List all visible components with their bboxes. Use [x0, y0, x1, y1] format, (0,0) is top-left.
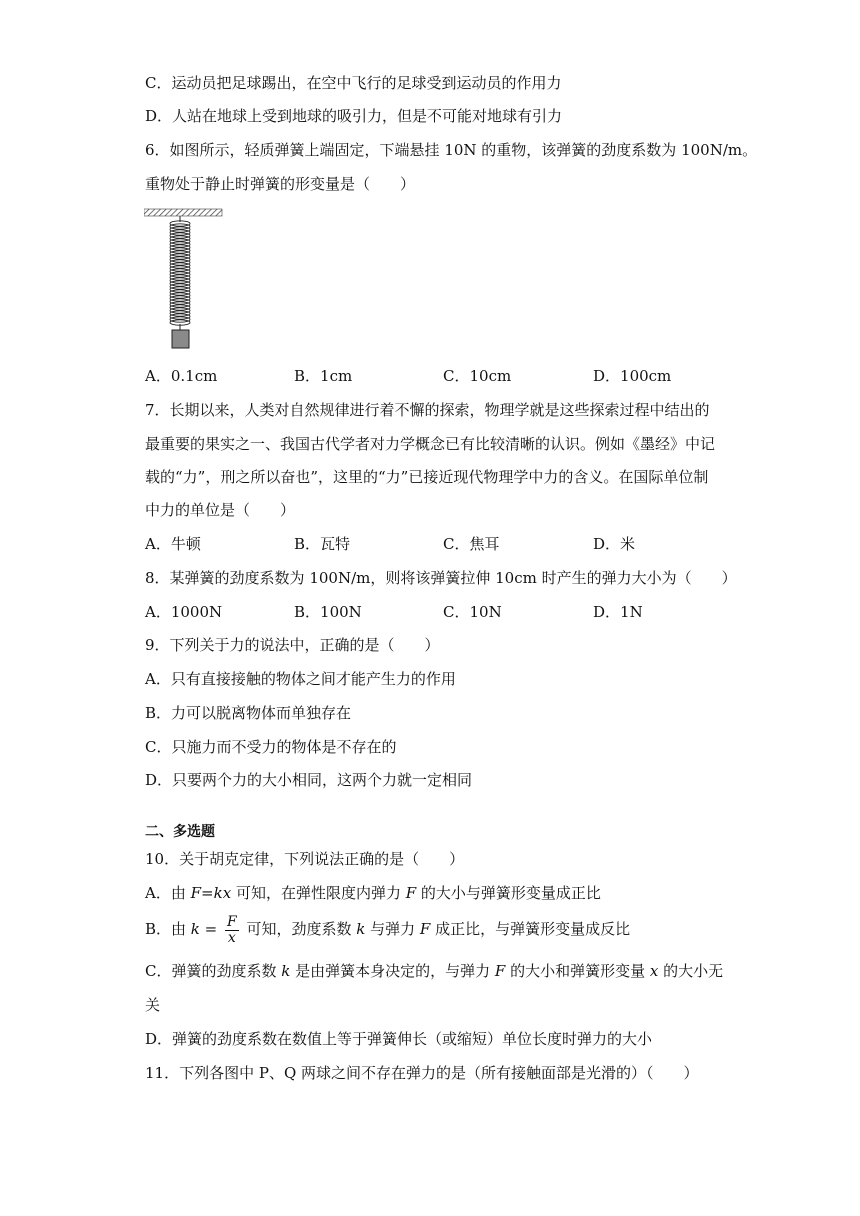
q10-option-c-continued: 关 — [145, 996, 161, 1014]
q8-stem: 8．某弹簧的劲度系数为 100N/m，则将该弹簧拉伸 10cm 时产生的弹力大小为（ ） — [145, 569, 737, 587]
q7-stem-line-2: 最重要的果实之一、我国古代学者对力学概念已有比较清晰的认识。例如《墨经》中记 — [145, 435, 716, 453]
q6-stem-line-2: 重物处于静止时弹簧的形变量是（ ） — [145, 175, 416, 193]
q8-option-c: C．10N — [443, 603, 502, 621]
q9-option-a: A．只有直接接触的物体之间才能产生力的作用 — [145, 670, 456, 688]
q9-option-b: B．力可以脱离物体而单独存在 — [145, 704, 352, 722]
q8-option-a: A．1000N — [145, 603, 223, 621]
q10-stem: 10．关于胡克定律，下列说法正确的是（ ） — [145, 850, 465, 868]
q9-stem: 9．下列关于力的说法中，正确的是（ ） — [145, 636, 440, 654]
q9-option-c: C．只施力而不受力的物体是不存在的 — [145, 738, 397, 756]
q7-stem-line-1: 7．长期以来，人类对自然规律进行着不懈的探索，物理学就是这些探索过程中结出的 — [145, 401, 710, 419]
q8-option-d: D．1N — [593, 603, 643, 621]
q7-option-c: C．焦耳 — [443, 535, 500, 553]
spring-coils — [170, 221, 190, 325]
q10-option-b: B．由 k = $\frac{F}{x}$ 可知，劲度系数 k 与弹力 F 成正比，与弹簧形变量成反比 — [145, 913, 631, 946]
q7-stem-line-3: 载的“力”，刑之所以奋也”，这里的“力”已接近现代物理学中力的含义。在国际单位制 — [145, 468, 709, 486]
spring-weight-figure — [144, 208, 224, 353]
weight-block — [172, 330, 189, 348]
q7-option-d: D．米 — [593, 535, 636, 553]
section-heading-multiple-choice: 二、多选题 — [145, 824, 215, 840]
q8-option-b: B．100N — [294, 603, 362, 621]
q6-stem-line-1: 6．如图所示，轻质弹簧上端固定，下端悬挂 10N 的重物，该弹簧的劲度系数为 100N/m。 — [145, 141, 758, 159]
q7-stem-line-4: 中力的单位是（ ） — [145, 501, 296, 519]
q5-option-c: C．运动员把足球踢出，在空中飞行的足球受到运动员的作用力 — [145, 74, 562, 92]
q10-option-d: D．弹簧的劲度系数在数值上等于弹簧伸长（或缩短）单位长度时弹力的大小 — [145, 1030, 653, 1048]
q6-option-b: B．1cm — [294, 367, 353, 385]
q6-option-c: C．10cm — [443, 367, 512, 385]
q5-option-d: D．人站在地球上受到地球的吸引力，但是不可能对地球有引力 — [145, 107, 563, 125]
q10-option-a: A．由 F=kx 可知，在弹性限度内弹力 F 的大小与弹簧形变量成正比 — [145, 884, 601, 902]
q11-stem: 11．下列各图中 P、Q 两球之间不存在弹力的是（所有接触面部是光滑的）（ ） — [145, 1064, 699, 1082]
q7-option-b: B．瓦特 — [294, 535, 351, 553]
ceiling-mount — [144, 209, 222, 216]
q10-option-c: C．弹簧的劲度系数 k 是由弹簧本身决定的，与弹力 F 的大小和弹簧形变量 x 的大小无 — [145, 962, 724, 980]
q9-option-d: D．只要两个力的大小相同，这两个力就一定相同 — [145, 771, 473, 789]
fraction-f-over-x: $\frac{F}{x}$ — [227, 913, 237, 946]
q6-option-d: D．100cm — [593, 367, 672, 385]
q6-option-a: A．0.1cm — [145, 367, 218, 385]
q7-option-a: A．牛顿 — [145, 535, 201, 553]
